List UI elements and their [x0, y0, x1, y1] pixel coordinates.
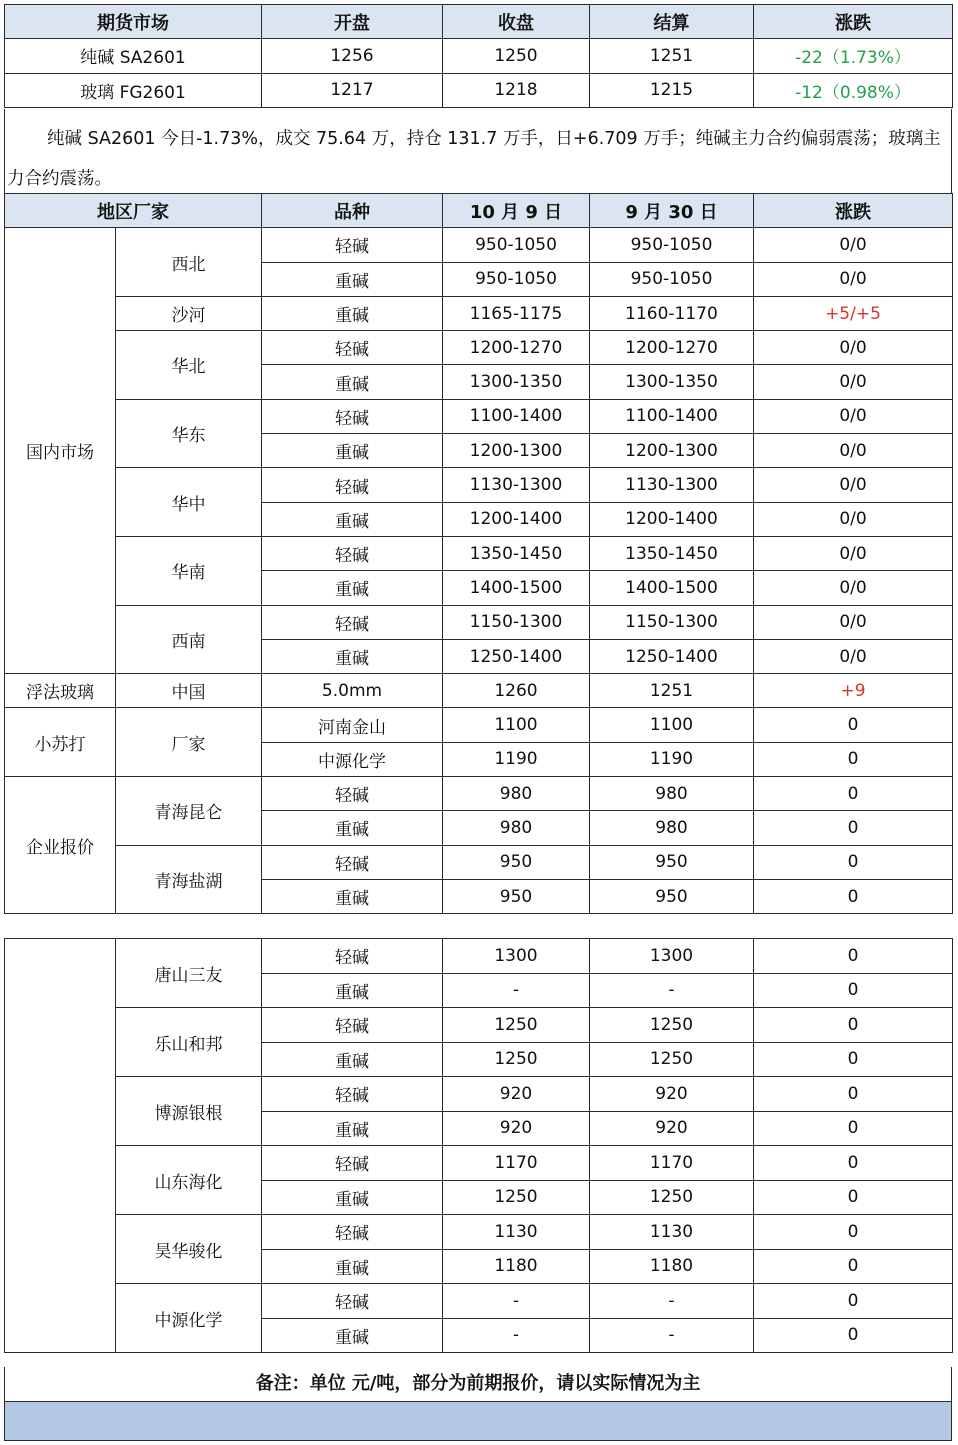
product-type: 重碱 — [262, 365, 443, 399]
region-label: 华北 — [116, 331, 262, 400]
price-change: 0/0 — [754, 331, 953, 365]
price-sep-30: - — [590, 1284, 754, 1319]
table-row — [5, 1146, 953, 1181]
price-sep-30: 920 — [590, 1077, 754, 1112]
price-sep-30: 1200-1300 — [590, 434, 754, 468]
price-change: 0 — [754, 708, 953, 742]
price-oct-9: 1300-1350 — [443, 365, 590, 399]
price-change: 0/0 — [754, 365, 953, 399]
price-change: 0 — [754, 1111, 953, 1146]
company-name: 乐山和邦 — [116, 1008, 262, 1077]
table-row — [5, 536, 953, 570]
price-change: -12（0.98%） — [754, 73, 953, 107]
header-cell: 涨跌 — [754, 5, 953, 39]
region-label: 西北 — [116, 228, 262, 297]
product-type: 中源化学 — [262, 742, 443, 776]
category-label: 企业报价 — [5, 777, 116, 914]
category-label-blank — [5, 939, 116, 1353]
price-oct-9: 1200-1270 — [443, 331, 590, 365]
price-change: 0/0 — [754, 571, 953, 605]
table-row — [5, 605, 953, 639]
price-oct-9: 1250 — [443, 1008, 590, 1043]
product-type: 重碱 — [262, 1318, 443, 1353]
company-name: 博源银根 — [116, 1077, 262, 1146]
price-change: 0/0 — [754, 536, 953, 570]
contract-name: 纯碱 SA2601 — [5, 39, 262, 73]
header-cell: 期货市场 — [5, 5, 262, 39]
company-name: 山东海化 — [116, 1146, 262, 1215]
product-type: 重碱 — [262, 811, 443, 845]
product-type: 轻碱 — [262, 1215, 443, 1250]
product-type: 河南金山 — [262, 708, 443, 742]
product-type: 轻碱 — [262, 331, 443, 365]
price-sep-30: 1190 — [590, 742, 754, 776]
price-sep-30: 1200-1270 — [590, 331, 754, 365]
header-cell: 地区厂家 — [5, 194, 262, 228]
price-change: 0 — [754, 1077, 953, 1112]
header-cell: 结算 — [590, 5, 754, 39]
price-sep-30: 1180 — [590, 1249, 754, 1284]
price-sep-30: 980 — [590, 777, 754, 811]
price-change: 0 — [754, 1008, 953, 1043]
price-oct-9: 1150-1300 — [443, 605, 590, 639]
table-row — [5, 296, 953, 330]
product-type: 轻碱 — [262, 1008, 443, 1043]
product-type: 轻碱 — [262, 1146, 443, 1181]
region-label: 中国 — [116, 674, 262, 708]
table-row — [5, 777, 953, 811]
price-oct-9: 1250-1400 — [443, 639, 590, 673]
price-change: 0 — [754, 1146, 953, 1181]
company-name: 中源化学 — [116, 1284, 262, 1353]
table-row — [5, 1077, 953, 1112]
price-sep-30: 950-1050 — [590, 228, 754, 262]
company-name: 昊华骏化 — [116, 1215, 262, 1284]
price-oct-9: 1260 — [443, 674, 590, 708]
price-change: 0 — [754, 1180, 953, 1215]
product-type: 重碱 — [262, 296, 443, 330]
region-label: 华东 — [116, 399, 262, 468]
price-sep-30: 1250-1400 — [590, 639, 754, 673]
table-row — [5, 468, 953, 502]
price-sep-30: 1350-1450 — [590, 536, 754, 570]
price-sep-30: 950 — [590, 879, 754, 913]
product-type: 轻碱 — [262, 605, 443, 639]
header-cell: 品种 — [262, 194, 443, 228]
table-row — [5, 708, 953, 742]
price-sep-30: 1130 — [590, 1215, 754, 1250]
price-change: 0 — [754, 1042, 953, 1077]
price-sep-30: - — [590, 1318, 754, 1353]
close-price: 1250 — [443, 39, 590, 73]
product-type: 轻碱 — [262, 228, 443, 262]
product-type: 重碱 — [262, 1111, 443, 1146]
product-type: 重碱 — [262, 1180, 443, 1215]
price-oct-9: 950-1050 — [443, 262, 590, 296]
price-change: 0/0 — [754, 262, 953, 296]
region-label: 西南 — [116, 605, 262, 674]
price-sep-30: 920 — [590, 1111, 754, 1146]
price-oct-9: 1400-1500 — [443, 571, 590, 605]
enterprise-table — [4, 938, 953, 1353]
price-oct-9: 1300 — [443, 939, 590, 974]
product-type: 轻碱 — [262, 399, 443, 433]
futures-table — [4, 4, 953, 108]
price-oct-9: 1170 — [443, 1146, 590, 1181]
table-row — [5, 1215, 953, 1250]
price-sep-30: 1100-1400 — [590, 399, 754, 433]
table-row — [5, 1284, 953, 1319]
price-oct-9: 980 — [443, 811, 590, 845]
category-label: 浮法玻璃 — [5, 674, 116, 708]
price-oct-9: 980 — [443, 777, 590, 811]
price-sep-30: 1300 — [590, 939, 754, 974]
footer-bar — [4, 1402, 952, 1441]
spot-header-row — [5, 194, 953, 228]
price-oct-9: 1180 — [443, 1249, 590, 1284]
region-label: 华南 — [116, 536, 262, 605]
table-row — [5, 674, 953, 708]
product-type: 重碱 — [262, 1042, 443, 1077]
price-sep-30: 1170 — [590, 1146, 754, 1181]
product-type: 重碱 — [262, 879, 443, 913]
product-type: 重碱 — [262, 262, 443, 296]
price-sep-30: 1250 — [590, 1042, 754, 1077]
price-sep-30: 1130-1300 — [590, 468, 754, 502]
product-type: 轻碱 — [262, 536, 443, 570]
price-sep-30: 1100 — [590, 708, 754, 742]
product-type: 轻碱 — [262, 777, 443, 811]
price-oct-9: - — [443, 973, 590, 1008]
table-row — [5, 228, 953, 262]
product-type: 重碱 — [262, 571, 443, 605]
price-change: 0/0 — [754, 605, 953, 639]
spot-price-table — [4, 193, 953, 914]
product-type: 重碱 — [262, 1249, 443, 1284]
price-change: 0/0 — [754, 639, 953, 673]
product-type: 重碱 — [262, 639, 443, 673]
company-name: 唐山三友 — [116, 939, 262, 1008]
price-change: 0/0 — [754, 468, 953, 502]
price-change: 0 — [754, 1318, 953, 1353]
product-type: 重碱 — [262, 502, 443, 536]
header-cell: 收盘 — [443, 5, 590, 39]
price-change: 0 — [754, 777, 953, 811]
table-row — [5, 399, 953, 433]
price-sep-30: 1200-1400 — [590, 502, 754, 536]
price-oct-9: 950 — [443, 845, 590, 879]
price-oct-9: 1130 — [443, 1215, 590, 1250]
price-oct-9: 1165-1175 — [443, 296, 590, 330]
settle-price: 1251 — [590, 39, 754, 73]
price-change: 0 — [754, 1249, 953, 1284]
category-label: 小苏打 — [5, 708, 116, 777]
price-sep-30: 1250 — [590, 1180, 754, 1215]
price-sep-30: 1300-1350 — [590, 365, 754, 399]
price-change: +9 — [754, 674, 953, 708]
product-type: 重碱 — [262, 434, 443, 468]
price-sep-30: 1160-1170 — [590, 296, 754, 330]
price-sep-30: 980 — [590, 811, 754, 845]
market-summary: 纯碱 SA2601 今日-1.73%，成交 75.64 万，持仓 131.7 万手，日+6.709 万手；纯碱主力合约偏弱震荡；玻璃主力合约震荡。 — [4, 109, 952, 193]
price-change: 0/0 — [754, 228, 953, 262]
price-change: 0 — [754, 879, 953, 913]
price-oct-9: - — [443, 1318, 590, 1353]
region-label: 厂家 — [116, 708, 262, 777]
price-change: 0 — [754, 845, 953, 879]
table-row — [5, 331, 953, 365]
price-change: 0 — [754, 742, 953, 776]
price-oct-9: 1200-1400 — [443, 502, 590, 536]
product-type: 轻碱 — [262, 1077, 443, 1112]
price-sep-30: 1150-1300 — [590, 605, 754, 639]
price-oct-9: 1200-1300 — [443, 434, 590, 468]
price-oct-9: 1190 — [443, 742, 590, 776]
product-type: 5.0mm — [262, 674, 443, 708]
header-cell: 10 月 9 日 — [443, 194, 590, 228]
region-label: 沙河 — [116, 296, 262, 330]
open-price: 1217 — [262, 73, 443, 107]
product-type: 轻碱 — [262, 939, 443, 974]
price-change: 0/0 — [754, 434, 953, 468]
product-type: 重碱 — [262, 973, 443, 1008]
price-change: 0 — [754, 1215, 953, 1250]
close-price: 1218 — [443, 73, 590, 107]
price-oct-9: 1250 — [443, 1180, 590, 1215]
price-oct-9: 920 — [443, 1111, 590, 1146]
price-oct-9: 1350-1450 — [443, 536, 590, 570]
price-oct-9: 1250 — [443, 1042, 590, 1077]
category-label: 国内市场 — [5, 228, 116, 674]
price-change: 0 — [754, 939, 953, 974]
contract-name: 玻璃 FG2601 — [5, 73, 262, 107]
table-row — [5, 1008, 953, 1043]
unit-note: 备注：单位 元/吨，部分为前期报价，请以实际情况为主 — [4, 1367, 952, 1402]
price-oct-9: 1100 — [443, 708, 590, 742]
futures-header-row — [5, 5, 953, 39]
price-oct-9: 1130-1300 — [443, 468, 590, 502]
price-change: 0/0 — [754, 502, 953, 536]
header-cell: 涨跌 — [754, 194, 953, 228]
price-oct-9: 1100-1400 — [443, 399, 590, 433]
settle-price: 1215 — [590, 73, 754, 107]
price-sep-30: 1251 — [590, 674, 754, 708]
company-name: 青海昆仑 — [116, 777, 262, 846]
table-row — [5, 73, 953, 107]
price-change: -22（1.73%） — [754, 39, 953, 73]
price-change: 0 — [754, 1284, 953, 1319]
table-row — [5, 939, 953, 974]
table-row — [5, 845, 953, 879]
product-type: 轻碱 — [262, 468, 443, 502]
table-row — [5, 39, 953, 73]
company-name: 青海盐湖 — [116, 845, 262, 914]
price-sep-30: 950-1050 — [590, 262, 754, 296]
product-type: 轻碱 — [262, 1284, 443, 1319]
product-type: 轻碱 — [262, 845, 443, 879]
open-price: 1256 — [262, 39, 443, 73]
price-sep-30: 1400-1500 — [590, 571, 754, 605]
price-oct-9: 950-1050 — [443, 228, 590, 262]
price-oct-9: 920 — [443, 1077, 590, 1112]
price-sep-30: 950 — [590, 845, 754, 879]
price-sep-30: - — [590, 973, 754, 1008]
price-change: 0 — [754, 811, 953, 845]
price-oct-9: 950 — [443, 879, 590, 913]
header-cell: 9 月 30 日 — [590, 194, 754, 228]
price-change: 0 — [754, 973, 953, 1008]
region-label: 华中 — [116, 468, 262, 537]
price-sep-30: 1250 — [590, 1008, 754, 1043]
price-change: 0/0 — [754, 399, 953, 433]
price-oct-9: - — [443, 1284, 590, 1319]
header-cell: 开盘 — [262, 5, 443, 39]
price-change: +5/+5 — [754, 296, 953, 330]
